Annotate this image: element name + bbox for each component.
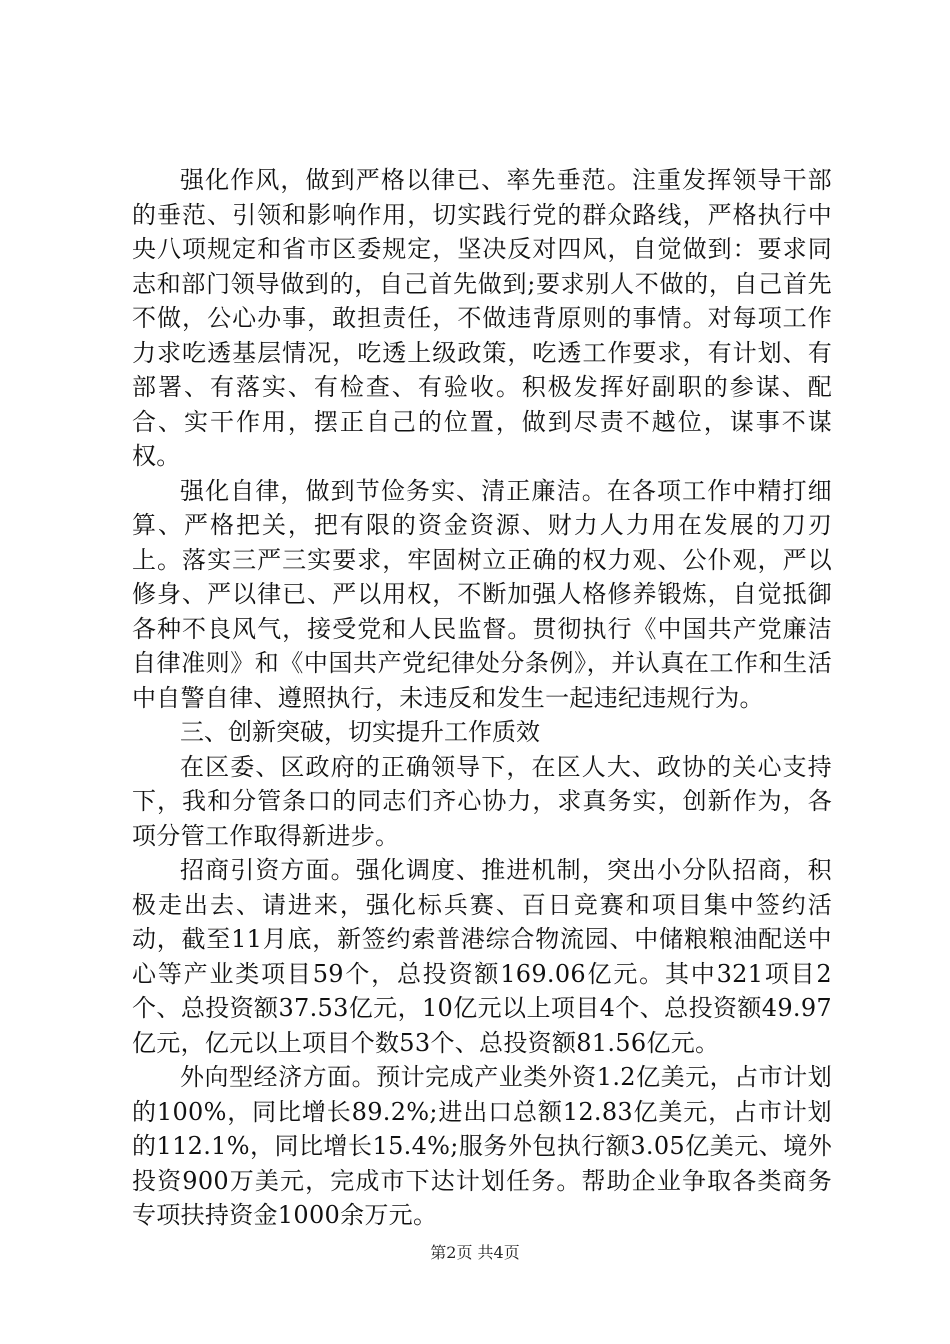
section-heading: 三、创新突破，切实提升工作质效 xyxy=(180,718,540,746)
paragraph-style: 强化作风，做到严格以律已、率先垂范。注重发挥领导干部的垂范、引领和影响作用，切实践行党的群众路线，严格执行中央八项规定和省市区委规定，坚决反对四风，自觉做到：要求同志和部门领导做到的，自己首先做到;要求别人不做的，自己首先不做，公心办事，敢担责任，不做违背原则的事情。对每项工作力求吃透基层情况，吃透上级政策，吃透工作要求，有计划、有部署、有落实、有检查、有验收。积极发挥好副职的参谋、配合、实干作用，摆正自己的位置，做到尽责不越位，谋事不谋权。 xyxy=(132,166,832,470)
page-number: 第2页 共4页 xyxy=(430,1243,520,1262)
paragraph-intro: 在区委、区政府的正确领导下，在区人大、政协的关心支持下，我和分管条口的同志们齐心协力，求真务实，创新作为，各项分管工作取得新进步。 xyxy=(132,752,832,850)
paragraph-discipline: 强化自律，做到节俭务实、清正廉洁。在各项工作中精打细算、严格把关，把有限的资金资源、财力人力用在发展的刀刃上。落实三严三实要求，牢固树立正确的权力观、公仆观，严以修身、严以律已、严以用权，不断加强人格修养锻炼，自觉抵御各种不良风气，接受党和人民监督。贯彻执行《中国共产党廉洁自律准则》和《中国共产党纪律处分条例》，并认真在工作和生活中自警自律、遵照执行，未违反和发生一起违纪违规行为。 xyxy=(132,476,832,712)
paragraph-investment: 招商引资方面。强化调度、推进机制，突出小分队招商，积极走出去、请进来，强化标兵赛、百日竞赛和项目集中签约活动，截至11月底，新签约索普港综合物流园、中储粮粮油配送中心等产业类项目59个，总投资额169.06亿元。其中321项目2个、总投资额37.53亿元，10亿元以上项目4个、总投资额49.97亿元，亿元以上项目个数53个、总投资额81.56亿元。 xyxy=(132,856,832,1057)
paragraph-foreign-economy: 外向型经济方面。预计完成产业类外资1.2亿美元，占市计划的100%，同比增长89.2%;进出口总额12.83亿美元，占市计划的112.1%，同比增长15.4%;服务外包执行额3.05亿美元、境外投资900万美元，完成市下达计划任务。帮助企业争取各类商务专项扶持资金1000余万元。 xyxy=(132,1063,832,1229)
document-body xyxy=(132,163,832,1233)
